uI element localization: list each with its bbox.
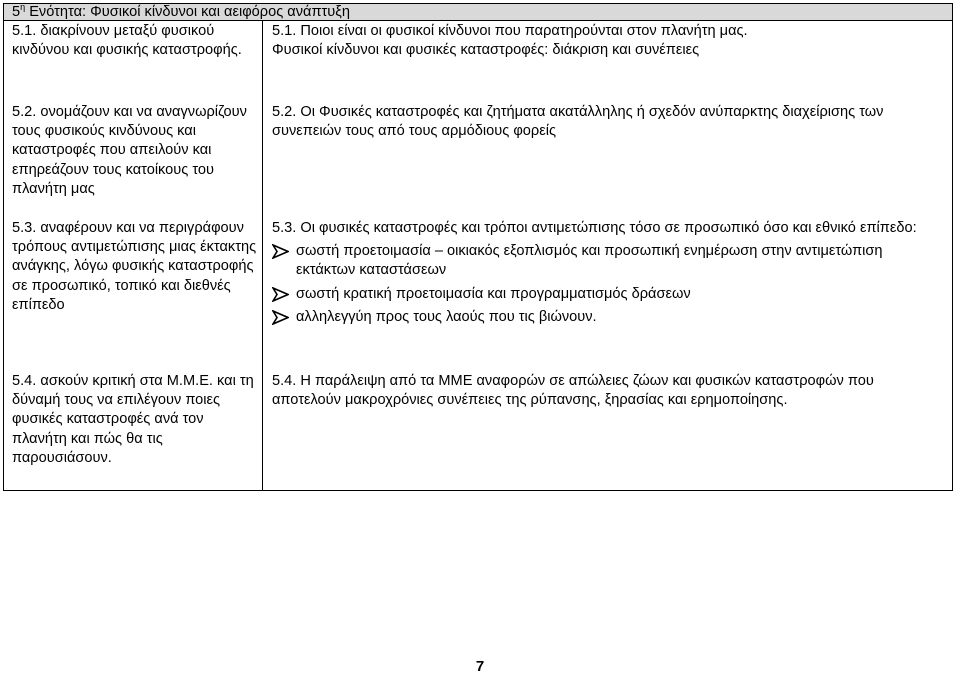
content-5-2-text: 5.2. Οι Φυσικές καταστροφές και ζητήματα ακατάλληλης ή σχεδόν ανύπαρκτης διαχείρισης των συνεπειών τους από τους αρμόδιους φορείς (272, 104, 884, 140)
unit-superscript: η (20, 2, 26, 12)
content-5-3-intro: 5.3. Οι φυσικές καταστροφές και τρόποι αντιμετώπισης τόσο σε προσωπικό όσο και εθνικό επίπεδο: (272, 220, 917, 236)
content-5-4 (272, 372, 944, 410)
list-item (272, 285, 944, 304)
content-5-1 (272, 22, 944, 60)
arrow-bullet-icon (272, 310, 289, 325)
content-5-2 (272, 103, 944, 141)
bullet-text: σωστή προετοιμασία – οικιακός εξοπλισμός και προσωπική ενημέρωση στην αντιμετώπιση εκτάκτων καταστάσεων (296, 243, 883, 279)
content-5-1-line-1: 5.1. Ποιοι είναι οι φυσικοί κίνδυνοι που παρατηρούνται στον πλανήτη μας. (272, 23, 748, 39)
content-5-3-bullets (272, 242, 944, 327)
arrow-bullet-icon (272, 244, 289, 259)
bullet-text: σωστή κρατική προετοιμασία και προγραμματισμός δράσεων (296, 285, 691, 302)
content-5-4-text: 5.4. Η παράλειψη από τα ΜΜΕ αναφορών σε απώλειες ζώων και φυσικών καταστροφών που αποτελούν μακροχρόνιες συνέπειες της ρύπανσης, ξηρασίας και ερημοποίησης. (272, 373, 874, 409)
list-item (272, 308, 944, 327)
content-5-3 (272, 219, 944, 327)
objective-5-1: 5.1. διακρίνουν μεταξύ φυσικού κινδύνου και φυσικής καταστροφής. (12, 23, 242, 59)
unit-header (4, 4, 952, 21)
arrow-bullet-icon (272, 287, 289, 302)
column-divider (262, 21, 263, 490)
list-item (272, 242, 944, 280)
page-number: 7 (475, 658, 485, 675)
unit-title: Ενότητα: Φυσικοί κίνδυνοι και αειφόρος ανάπτυξη (25, 4, 350, 20)
objective-5-2: 5.2. ονομάζουν και να αναγνωρίζουν τους φυσικούς κινδύνους και καταστροφές που απειλούν και επηρεάζουν τους κατοίκους του πλανήτη μας (12, 104, 247, 197)
objective-5-3: 5.3. αναφέρουν και να περιγράφουν τρόπους αντιμετώπισης μιας έκτακτης ανάγκης, λόγω φυσικής καταστροφής σε προσωπικό, τοπικό και διεθνές επίπεδο (12, 220, 257, 313)
objective-5-4: 5.4. ασκούν κριτική στα Μ.Μ.Ε. και τη δύναμή τους να επιλέγουν ποιες φυσικές καταστροφές ανά τον πλανήτη και πώς θα τις παρουσιάσουν. (12, 373, 254, 466)
bullet-text: αλληλεγγύη προς τους λαούς που τις βιώνουν. (296, 308, 597, 325)
curriculum-table (3, 3, 953, 491)
unit-number: 5 (12, 4, 21, 20)
content-5-1-line-2: Φυσικοί κίνδυνοι και φυσικές καταστροφές: διάκριση και συνέπειες (272, 42, 700, 59)
